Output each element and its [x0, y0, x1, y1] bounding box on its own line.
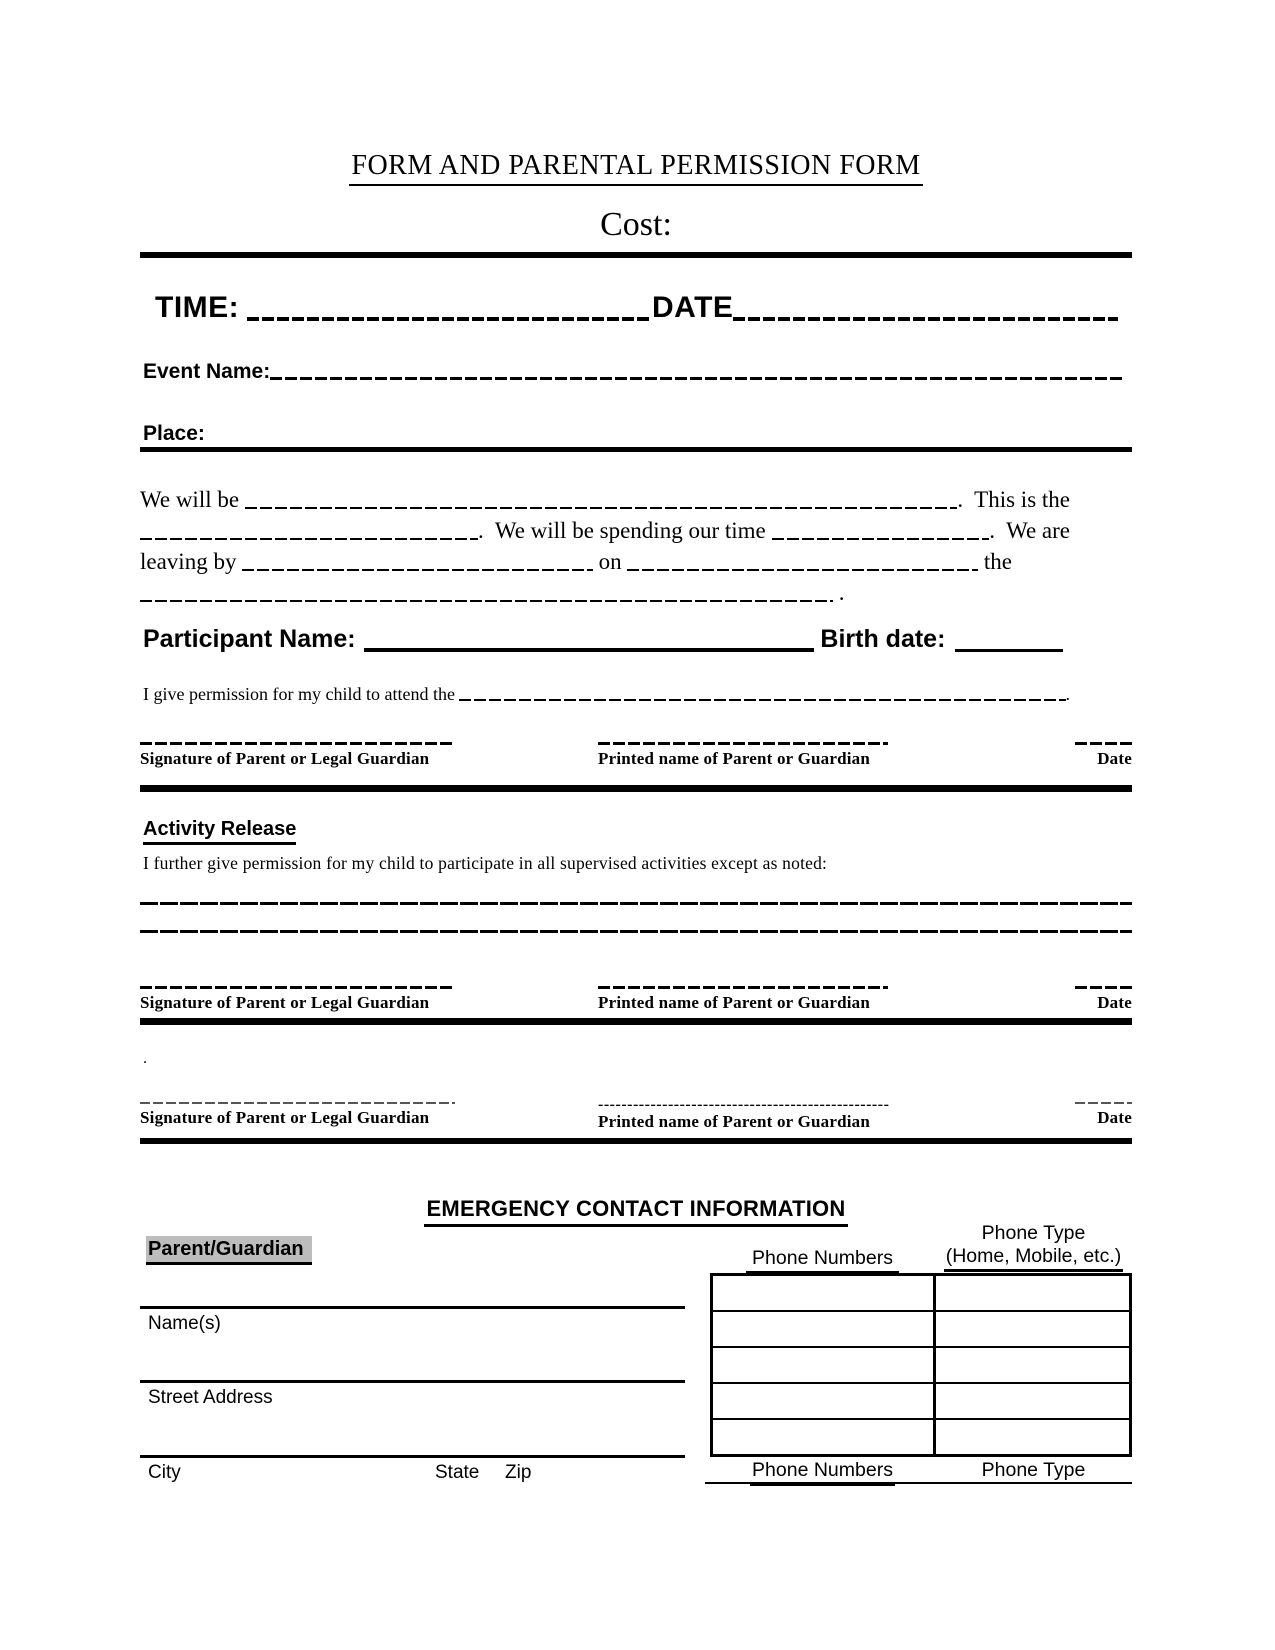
trip-line3-post: the — [978, 549, 1012, 574]
date-label: Date — [1097, 1108, 1132, 1127]
names-label: Name(s) — [148, 1313, 221, 1334]
parent-guardian-row — [146, 1236, 312, 1265]
street-address-line[interactable] — [140, 1380, 685, 1383]
phone-numbers-header: Phone Numbers — [746, 1247, 899, 1275]
phone-table-row-2 — [713, 1310, 1129, 1346]
date-label: Date — [1097, 993, 1132, 1012]
signature-block-3 — [140, 1096, 1132, 1132]
phone-type-header-cell — [935, 1222, 1132, 1272]
signature-block-1 — [140, 737, 1132, 773]
section-rule-3 — [140, 1138, 1132, 1144]
emergency-heading: EMERGENCY CONTACT INFORMATION — [424, 1196, 849, 1227]
zip-label: Zip — [505, 1462, 532, 1483]
trip-blank-4[interactable] — [242, 569, 593, 571]
date-line[interactable] — [1075, 742, 1132, 745]
activity-release-heading: Activity Release — [143, 818, 296, 845]
phone-type-cell-5[interactable] — [936, 1420, 1129, 1454]
printed-name-line[interactable] — [598, 986, 888, 989]
date-blank[interactable] — [733, 317, 1118, 321]
phone-table-row-3 — [713, 1346, 1129, 1382]
time-blank[interactable] — [247, 317, 652, 321]
phone-number-cell-4[interactable] — [713, 1384, 936, 1418]
date-line[interactable] — [1075, 1102, 1132, 1104]
trip-paragraph — [140, 482, 1070, 606]
printed-name-label: Printed name of Parent or Guardian — [598, 1112, 871, 1131]
footer-phone-numbers-label: Phone Numbers — [750, 1459, 895, 1486]
section-rule-1 — [140, 785, 1132, 792]
phone-type-cell-3[interactable] — [936, 1348, 1129, 1382]
trip-line3-pre: leaving by — [140, 549, 243, 574]
footer-phone-type-cell — [935, 1459, 1132, 1482]
date-label: Date — [1097, 749, 1132, 768]
activity-notes-line-2[interactable] — [140, 930, 1132, 933]
trip-line-4 — [140, 575, 1070, 606]
signature-label: Signature of Parent or Legal Guardian — [140, 993, 430, 1012]
permission-text: I give permission for my child to attend the — [143, 684, 460, 704]
phone-type-cell-4[interactable] — [936, 1384, 1129, 1418]
phone-type-cell-1[interactable] — [936, 1276, 1129, 1310]
cost-rule — [140, 252, 1132, 258]
event-name-row — [143, 360, 1122, 384]
event-name-blank[interactable] — [270, 377, 1122, 380]
permission-row — [143, 684, 1070, 705]
footer-rule — [705, 1482, 1132, 1484]
phone-table-row-5 — [713, 1418, 1129, 1454]
time-label: TIME: — [155, 291, 240, 324]
trip-line3-mid: on — [592, 549, 628, 574]
trip-line-1 — [140, 482, 1070, 513]
names-line[interactable] — [140, 1306, 685, 1309]
phone-table-row-4 — [713, 1382, 1129, 1418]
phone-number-cell-2[interactable] — [713, 1312, 936, 1346]
birth-date-blank[interactable] — [955, 649, 1063, 652]
printed-name-label: Printed name of Parent or Guardian — [598, 993, 871, 1012]
birth-date-label: Birth date: — [820, 625, 946, 653]
phone-table — [710, 1273, 1132, 1457]
printed-name-label: Printed name of Parent or Guardian — [598, 749, 871, 768]
trip-blank-5[interactable] — [627, 569, 978, 571]
printed-name-line[interactable] — [598, 742, 888, 745]
page-title: FORM AND PARENTAL PERMISSION FORM — [349, 150, 922, 186]
participant-name-label: Participant Name: — [143, 625, 356, 653]
city-state-zip-line[interactable] — [140, 1455, 685, 1458]
signature-label: Signature of Parent or Legal Guardian — [140, 749, 430, 768]
phone-type-cell-2[interactable] — [936, 1312, 1129, 1346]
footer-phone-type-label: Phone Type — [981, 1459, 1086, 1481]
stray-period: . — [143, 1050, 147, 1067]
form-title-row — [140, 150, 1132, 186]
signature-line[interactable] — [140, 986, 455, 989]
place-rule[interactable] — [140, 447, 1132, 452]
activity-notes-line-1[interactable] — [140, 902, 1132, 905]
signature-block-2 — [140, 981, 1132, 1017]
trip-line1-post: . This is the — [957, 487, 1070, 512]
trip-line2-mid: . We will be spending our time — [478, 518, 772, 543]
trip-line-2 — [140, 513, 1070, 544]
participant-name-blank[interactable] — [364, 648, 815, 652]
state-label: State — [435, 1462, 480, 1483]
printed-name-dashed-line[interactable]: -------------------------------------------------- — [598, 1096, 890, 1113]
signature-label: Signature of Parent or Legal Guardian — [140, 1108, 430, 1127]
time-date-row — [155, 291, 1118, 325]
phone-type-header: Phone Type — [981, 1222, 1086, 1244]
trip-line2-post: . We are — [989, 518, 1070, 543]
phone-type-subheader: (Home, Mobile, etc.) — [944, 1245, 1124, 1272]
street-address-label: Street Address — [148, 1387, 273, 1408]
trip-line4-post: . — [833, 580, 845, 605]
trip-blank-1[interactable] — [245, 507, 958, 509]
city-label: City — [148, 1462, 181, 1483]
trip-blank-2[interactable] — [140, 538, 478, 540]
cost-row — [140, 206, 1132, 244]
date-label: DATE — [651, 291, 734, 324]
phone-number-cell-1[interactable] — [713, 1276, 936, 1310]
permission-blank[interactable] — [459, 699, 1065, 701]
event-name-label: Event Name: — [143, 360, 271, 383]
signature-line[interactable] — [140, 1102, 455, 1104]
phone-numbers-header-cell — [710, 1247, 935, 1275]
place-label: Place: — [143, 422, 205, 445]
activity-release-heading-row — [143, 818, 296, 845]
emergency-contact-section — [140, 1190, 1132, 1510]
parent-guardian-label: Parent/Guardian — [146, 1236, 312, 1265]
trip-line-3 — [140, 544, 1012, 575]
phone-number-cell-5[interactable] — [713, 1420, 936, 1454]
trip-line1-pre: We will be — [140, 487, 245, 512]
participant-row — [143, 625, 1063, 654]
phone-table-row-1 — [713, 1276, 1129, 1310]
section-rule-2 — [140, 1018, 1132, 1025]
date-line[interactable] — [1075, 986, 1132, 989]
cost-label: Cost: — [600, 206, 672, 243]
permission-period: . — [1065, 684, 1070, 704]
activity-release-text: I further give permission for my child to participate in all supervised activities except as noted: — [143, 853, 828, 873]
phone-number-cell-3[interactable] — [713, 1348, 936, 1382]
signature-line[interactable] — [140, 742, 455, 745]
trip-blank-6[interactable] — [140, 600, 833, 602]
trip-blank-3[interactable] — [772, 538, 990, 540]
